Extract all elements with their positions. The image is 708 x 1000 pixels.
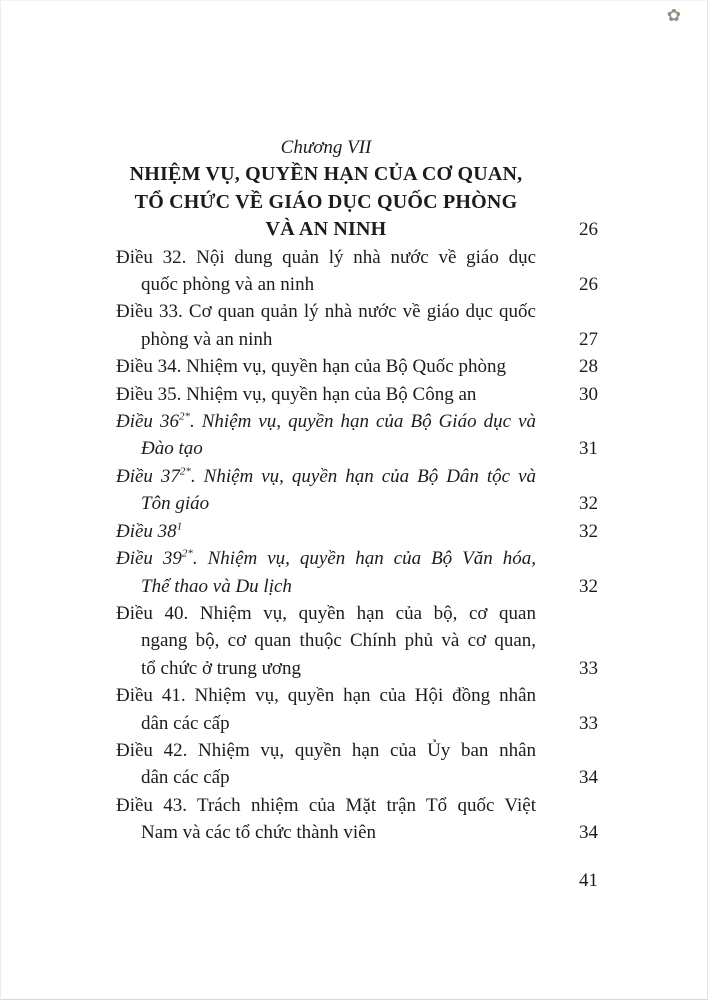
chapter-label: Chương VII: [280, 137, 372, 158]
toc-entry-page-number: 34: [579, 822, 598, 844]
toc-entry-page-number: 32: [579, 575, 598, 597]
toc-entry-line: quốc phòng và an ninh: [141, 274, 315, 296]
flower-ornament-icon: ✿: [666, 6, 681, 25]
toc-entry-line: Đào tạo: [141, 438, 203, 460]
chapter-title-line-3: VÀ AN NINH: [265, 218, 387, 241]
toc-entry-text: [116, 244, 536, 299]
table-of-contents: [116, 134, 598, 894]
toc-entry-page-number: 28: [579, 356, 598, 378]
toc-entry-line: Điều $39^{2*}$. Nhiệm vụ, quyền hạn của Bộ Văn hóa,: [116, 547, 536, 570]
toc-entry-page-number: 32: [579, 493, 598, 515]
toc-entry-line: Điều $38^1$: [116, 520, 183, 542]
chapter-title-row: [116, 216, 598, 243]
toc-entry: [116, 244, 598, 299]
toc-entry-text: [116, 792, 536, 847]
toc-entry: [116, 518, 598, 545]
toc-entry-page-number: 31: [579, 438, 598, 460]
toc-entry-text: [116, 298, 536, 353]
toc-entry: [116, 353, 598, 380]
toc-entry-line: Điều 43. Trách nhiệm của Mặt trận Tổ quốc Việt: [116, 794, 536, 816]
page-number: 41: [579, 869, 598, 891]
toc-entry-line: Điều $37^{2*}$. Nhiệm vụ, quyền hạn của Bộ Dân tộc và: [116, 465, 537, 487]
toc-entry-line: dân các cấp: [141, 767, 230, 789]
toc-entry-text: [116, 518, 536, 545]
toc-entry-text: [116, 408, 536, 463]
toc-list: [116, 244, 598, 847]
toc-entry-line: Điều 40. Nhiệm vụ, quyền hạn của bộ, cơ quan: [116, 602, 536, 624]
toc-entry: [116, 463, 598, 518]
toc-entry-line: ngang bộ, cơ quan thuộc Chính phủ và cơ quan,: [141, 630, 536, 652]
toc-entry: [116, 682, 598, 737]
toc-entry-text: [116, 545, 536, 600]
toc-entry-text: [116, 381, 536, 408]
chapter-title-line-2: TỔ CHỨC VỀ GIÁO DỤC QUỐC PHÒNG: [134, 190, 518, 213]
toc-entry: [116, 792, 598, 847]
toc-entry-page-number: 27: [579, 328, 598, 350]
chapter-title-line-1: NHIỆM VỤ, QUYỀN HẠN CỦA CƠ QUAN,: [129, 163, 523, 186]
toc-entry-line: phòng và an ninh: [141, 328, 273, 350]
toc-entry-line: Điều 33. Cơ quan quản lý nhà nước về giáo dục quốc: [116, 301, 536, 323]
toc-entry-page-number: 33: [579, 712, 598, 734]
toc-entry-page-number: 33: [579, 657, 598, 679]
toc-entry-text: [116, 353, 536, 380]
toc-entry-line: Điều 35. Nhiệm vụ, quyền hạn của Bộ Công an: [116, 383, 477, 405]
toc-entry: [116, 600, 598, 682]
toc-entry-line: dân các cấp: [141, 712, 230, 734]
toc-entry-page-number: 26: [579, 274, 598, 296]
toc-entry-line: Tôn giáo: [141, 493, 210, 515]
toc-entry-line: Điều 34. Nhiệm vụ, quyền hạn của Bộ Quốc phòng: [116, 356, 506, 378]
toc-entry: [116, 298, 598, 353]
toc-entry-text: [116, 463, 536, 518]
toc-entry-line: Điều 41. Nhiệm vụ, quyền hạn của Hội đồng nhân: [116, 685, 536, 707]
toc-entry-line: tổ chức ở trung ương: [141, 657, 301, 679]
toc-entry-page-number: 30: [579, 383, 598, 405]
toc-entry-text: [116, 737, 536, 792]
toc-entry: [116, 408, 598, 463]
toc-entry-page-number: 34: [579, 767, 598, 789]
toc-entry-text: [116, 682, 536, 737]
toc-entry-text: [116, 600, 536, 682]
toc-entry-line: Điều 42. Nhiệm vụ, quyền hạn của Ủy ban nhân: [116, 739, 536, 761]
chapter-page-number: 26: [579, 219, 598, 241]
toc-entry: [116, 737, 598, 792]
toc-entry-line: Điều 32. Nội dung quản lý nhà nước về giáo dục: [116, 246, 536, 268]
toc-entry-page-number: 32: [579, 520, 598, 542]
toc-entry: [116, 381, 598, 408]
toc-entry-line: Điều $36^{2*}$. Nhiệm vụ, quyền hạn của Bộ Giáo dục và: [116, 410, 537, 433]
toc-entry-line: Nam và các tổ chức thành viên: [141, 822, 377, 844]
toc-entry-line: Thể thao và Du lịch: [141, 575, 292, 597]
toc-entry: [116, 545, 598, 600]
